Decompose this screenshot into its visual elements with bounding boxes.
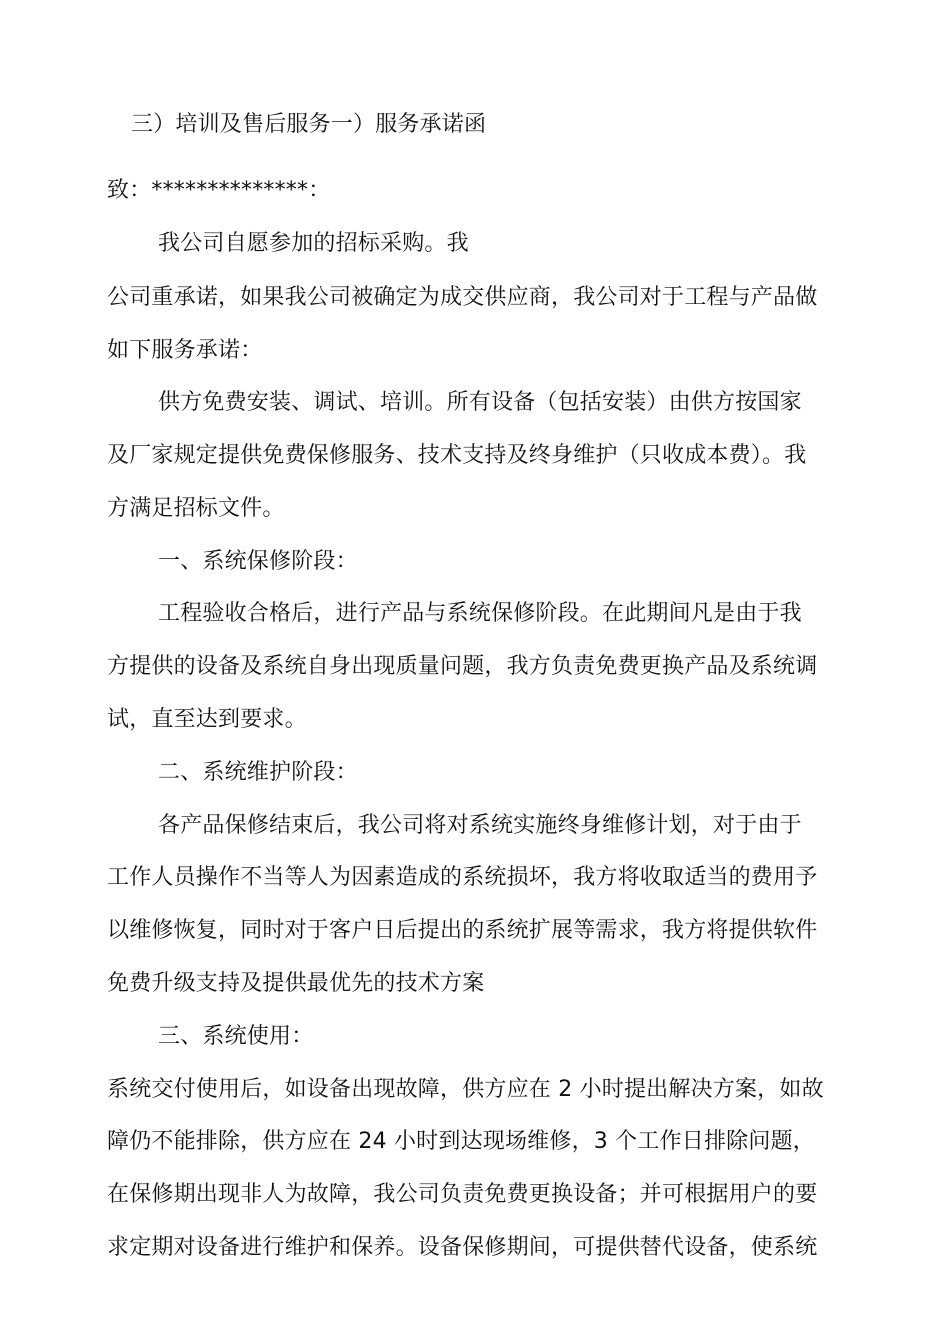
intro-line-1: 我公司自愿参加的招标采购。我 [158,231,469,256]
intro-line-3: 如下服务承诺： [107,338,263,363]
section1-line-2: 方提供的设备及系统自身出现质量问题，我方负责免费更换产品及系统调 [107,654,818,679]
section1-line-3: 试，直至达到要求。 [107,707,307,732]
section3-line-3: 在保修期出现非人为故障，我公司负责免费更换设备；并可根据用户的要 [107,1182,818,1207]
para1-line-3: 方满足招标文件。 [107,496,285,521]
section2-line-2: 工作人员操作不当等人为因素造成的系统损坏，我方将收取适当的费用予 [107,865,818,890]
section3-line-2: 障仍不能排除，供方应在 24 小时到达现场维修，3 个工作日排除问题， [107,1129,815,1154]
section3-title: 三、系统使用： [158,1024,314,1049]
section3-line-4: 求定期对设备进行维护和保养。设备保修期间，可提供替代设备，使系统 [107,1235,818,1260]
para1-line-1: 供方免费安装、调试、培训。所有设备（包括安装）由供方按国家 [158,390,802,415]
section2-line-1: 各产品保修结束后，我公司将对系统实施终身维修计划，对于由于 [158,813,802,838]
section3-line-1: 系统交付使用后，如设备出现故障，供方应在 2 小时提出解决方案，如故 [107,1077,824,1102]
section1-line-1: 工程验收合格后，进行产品与系统保修阶段。在此期间凡是由于我 [158,601,802,626]
section1-title: 一、系统保修阶段： [158,549,358,574]
section2-title: 二、系统维护阶段： [158,760,358,785]
section2-line-3: 以维修恢复，同时对于客户日后提出的系统扩展等需求，我方将提供软件 [107,918,818,943]
salutation: 致：**************： [107,178,331,203]
section2-line-4: 免费升级支持及提供最优先的技术方案 [107,971,485,996]
para1-line-2: 及厂家规定提供免费保修服务、技术支持及终身维护（只收成本费）。我 [107,443,807,468]
document-heading: 三）培训及售后服务一）服务承诺函 [131,112,487,137]
intro-line-2: 公司重承诺，如果我公司被确定为成交供应商，我公司对于工程与产品做 [107,285,818,310]
